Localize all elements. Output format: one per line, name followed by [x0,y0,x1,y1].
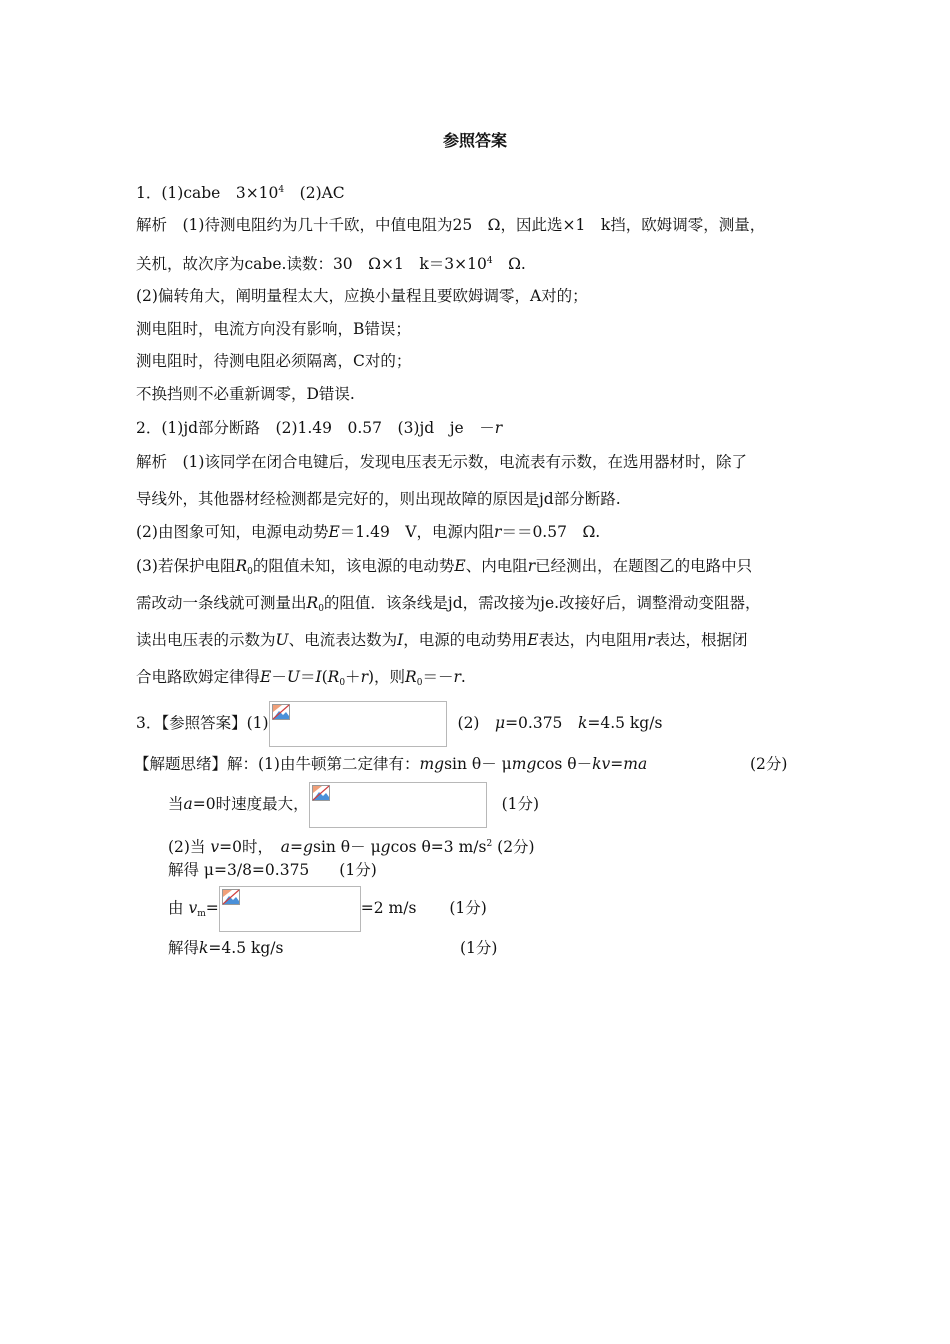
q1-explain-6: 不换挡则不必重新调零，D错误. [136,385,355,403]
q1-explain-2: 关机，故次序为cabe.读数：30 Ω×1 $k=3\times 10^4$ Ω. [136,255,526,273]
q2-explain-1: 解析 (1)该同学在闭合电键后，发现电压表无示数，电流表有示数，在选用器材时，除了 [136,453,747,471]
q1-explain-1: 解析 (1)待测电阻约为几十千欧，中值电阻为25 Ω，因此选×1 k挡，欧姆调零，测量， [136,216,766,234]
q2-explain-2: 导线外，其他器材经检测都是完好的，则出现故障的原因是jd部分断路. [136,490,621,508]
q2-explain-6: 读出电压表的示数为U、电流表达数为I，电源的电动势用E表达，内电阻用r表达，根据闭 [136,631,748,649]
formula-image [219,886,361,932]
q3-answer: 3．【参照答案】(1) (2) μ=0.375 k=4.5 kg/s [136,700,662,747]
q2-explain-3: (2)由图象可知，电源电动势E＝1.49 V，电源内阻r＝＝0.57 Ω. [136,523,601,541]
q1-explain-3: (2)偏转角大，阐明量程太大，应换小量程且要欧姆调零，A对的； [136,287,588,305]
q1-answer: 1．(1)cabe $3\times 10^4$ (2)AC [136,184,345,202]
q3-solution-4: 解得 μ=3/8=0.375 (1分) [168,861,377,879]
q2-explain-5: 需改动一条线就可测量出$R_0$的阻值．该条线是jd，需改接为je.改接好后，调整滑动变阻器， [136,594,761,614]
q3-solution-6: 解得k=4.5 kg/s (1分) [168,939,498,957]
q2-answer: 2．(1)jd部分断路 (2)1.49 0.57 (3)jd je －r [136,419,503,437]
q3-solution-3: (2)当 v=0时， a=gsin θ－ μgcos θ=3 $m/s^2$ (2分) [168,838,535,856]
formula-image [309,782,487,828]
broken-image-icon [312,785,330,801]
q2-explain-4: (3)若保护电阻$R_0$的阻值未知，该电源的电动势E、内电阻r已经测出，在题图乙的电路中只 [136,557,753,577]
q1-explain-4: 测电阻时，电流方向没有影响，B错误； [136,320,411,338]
q3-solution-5: 由 $v_m=$ =2 m/s (1分) [168,886,487,936]
broken-image-icon [272,704,290,720]
formula-image [269,701,447,747]
q2-explain-7: 合电路欧姆定律得$E-U=I(R_0+r)$，则$R_0=-r$. [136,668,466,688]
q3-solution-2: 当a=0时速度最大， (1分) [168,782,539,828]
q3-solution-1: 【解题思绪】解：(1)由牛顿第二定律有：mgsin θ－ μmgcos θ－kv=ma (2分) [134,755,788,773]
page-title: 参照答案 [442,131,507,150]
q1-explain-5: 测电阻时，待测电阻必须隔离，C对的； [136,352,412,370]
broken-image-icon [222,889,240,905]
